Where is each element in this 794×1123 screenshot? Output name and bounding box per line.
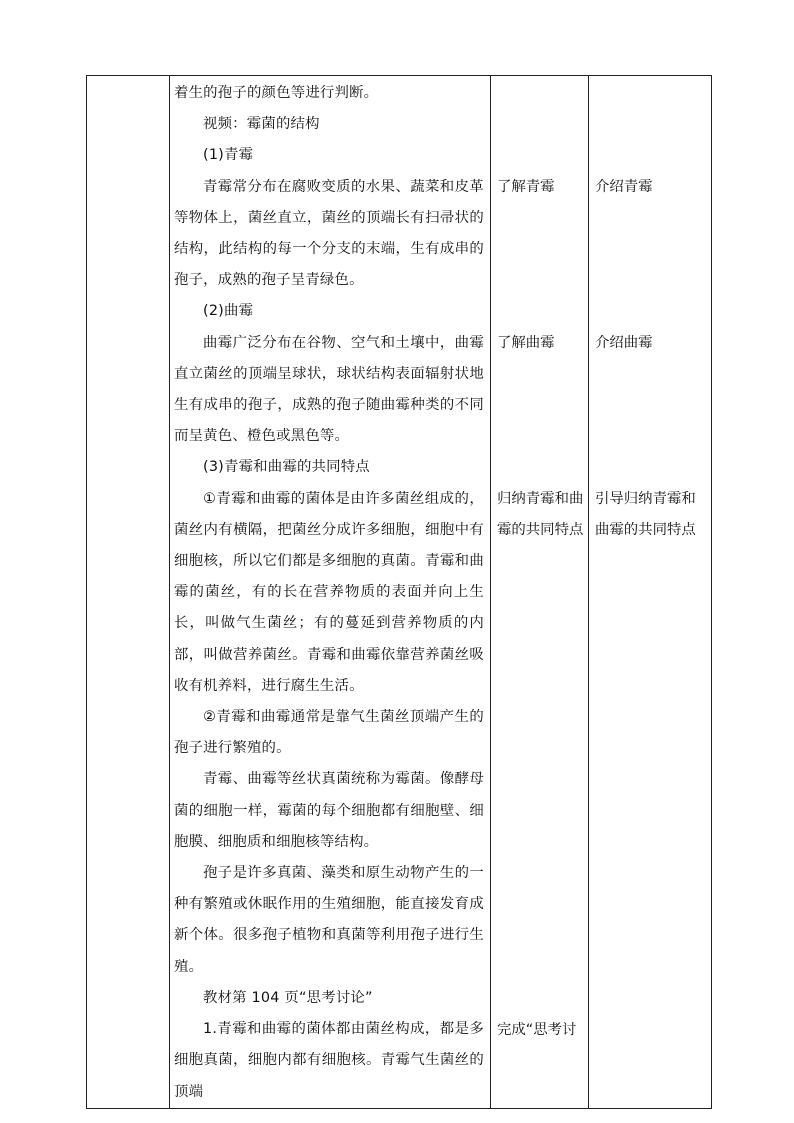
content-paragraph: (3)青霉和曲霉的共同特点 <box>203 459 370 476</box>
teacher-activity-cell <box>589 76 712 1109</box>
teacher-activity: 介绍曲霉 <box>595 335 653 351</box>
student-activity: 完成“思考讨 <box>497 1022 577 1038</box>
teacher-activity: 介绍青霉 <box>595 179 653 195</box>
content-paragraph: ①青霉和曲霉的菌体是由许多菌丝组成的，菌丝内有横隔，把菌丝分成许多细胞，细胞中有细胞核，所以它们都是多细胞的真菌。青霉和曲霉的菌丝，有的长在营养物质的表面并向上生长，叫做气生菌丝；有的蔓延到营养物质的内部，叫做营养菌丝。青霉和曲霉依靠营养菌丝吸收有机养料，进行腐生生活。 <box>174 490 484 694</box>
content-paragraph: 孢子是许多真菌、藻类和原生动物产生的一种有繁殖或休眠作用的生殖细胞，能直接发育成新个体。很多孢子植物和真菌等利用孢子进行生殖。 <box>174 865 484 975</box>
lesson-plan-table <box>86 75 712 1109</box>
content-paragraph: 青霉常分布在腐败变质的水果、蔬菜和皮革等物体上，菌丝直立，菌丝的顶端长有扫帚状的结构，此结构的每一个分支的末端，生有成串的孢子，成熟的孢子呈青绿色。 <box>174 178 484 289</box>
teacher-activity: 引导归纳青霉和曲霉的共同特点 <box>595 491 696 539</box>
content-paragraph: 青霉、曲霉等丝状真菌统称为霉菌。像酵母菌的细胞一样，霉菌的每个细胞都有细胞壁、细胞膜、细胞质和细胞核等结构。 <box>174 771 484 850</box>
table-row <box>87 76 712 1109</box>
content-paragraph: 视频：霉菌的结构 <box>203 116 320 133</box>
content-paragraph: 曲霉广泛分布在谷物、空气和土壤中，曲霉直立菌丝的顶端呈球状，球状结构表面辐射状地生有成串的孢子，成熟的孢子随曲霉种类的不同而呈黄色、橙色或黑色等。 <box>174 334 484 445</box>
content-paragraph: (1)青霉 <box>203 147 254 164</box>
content-paragraph: 着生的孢子的颜色等进行判断。 <box>174 85 379 101</box>
content-paragraph: 教材第 104 页“思考讨论” <box>203 989 373 1006</box>
student-activity-cell <box>491 76 589 1109</box>
student-activity: 归纳青霉和曲霉的共同特点 <box>497 491 584 539</box>
content-paragraph: (2)曲霉 <box>203 303 254 320</box>
student-activity: 了解青霉 <box>497 179 555 195</box>
empty-left-cell <box>87 76 170 1109</box>
content-paragraph: 1.青霉和曲霉的菌体都由菌丝构成，都是多细胞真菌，细胞内都有细胞核。青霉气生菌丝的顶端 <box>174 1021 484 1100</box>
lesson-content-cell <box>170 76 491 1109</box>
student-activity: 了解曲霉 <box>497 335 555 351</box>
content-paragraph: ②青霉和曲霉通常是靠气生菌丝顶端产生的孢子进行繁殖的。 <box>174 709 484 757</box>
